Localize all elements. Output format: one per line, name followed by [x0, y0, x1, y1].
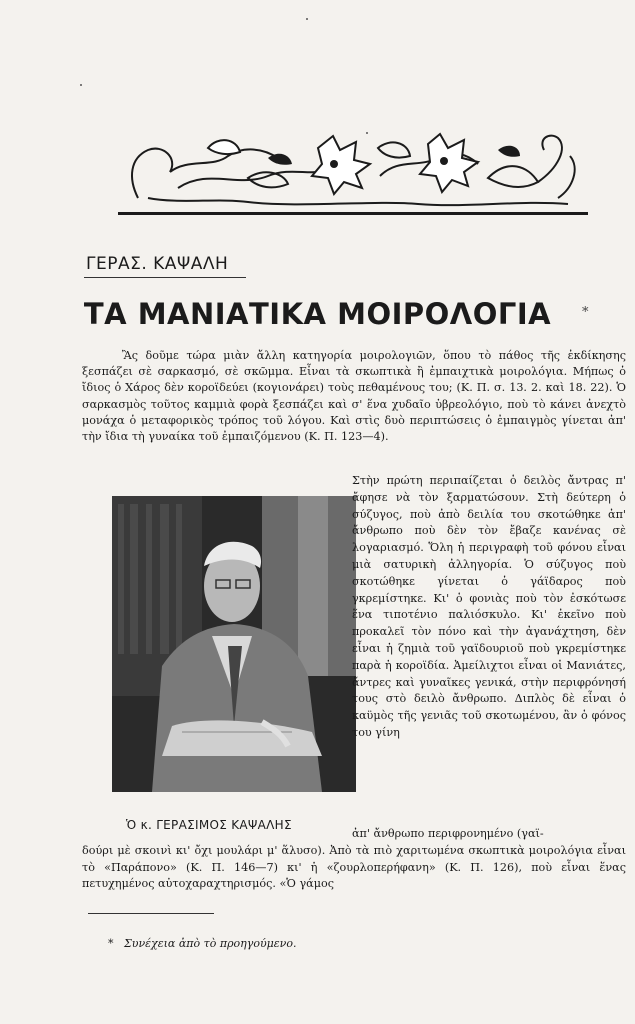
author-name: ΓΕΡΑΣ. ΚΑΨΑΛΗ: [86, 254, 229, 274]
footnote-text: Συνέχεια ἀπὸ τὸ προηγούμενο.: [124, 937, 297, 950]
right-column-tail: ἀπ' ἄνθρωπο περιφρονημένο (γαϊ-: [352, 827, 544, 840]
footnote-divider: [88, 913, 214, 914]
article-title: ΤΑ ΜΑΝΙΑΤΙΚΑ ΜΟΙΡΟΛΟΓΙΑ: [83, 297, 552, 331]
intro-text-block: [82, 348, 626, 445]
floral-ornament-banner: [118, 128, 588, 220]
author-underline: [84, 277, 246, 278]
photo-caption: Ὁ κ. ΓΕΡΑΣΙΜΟΣ ΚΑΨΑΛΗΣ: [126, 818, 292, 832]
paper-speck: [306, 18, 308, 20]
right-column-text: Στὴν πρώτη περιπαίζεται ὁ δειλὸς ἄντρας π' ἄφησε νὰ τὸν ξαρματώσουν. Στὴ δεύτερη ὁ σύζυγος, ποὺ ἀπὸ δειλία του σκοτώθηκε ἀπ' ἄνθρωπο ποὺ δὲν τὸν ἔβαζε κανένας σὲ λογαριασμό. Ὅλη ἡ περιγραφὴ τοῦ φόνου εἶναι μιὰ σατυρικὴ ἀλληγορία. Ὁ σύζυγος ποὺ σκοτώθηκε γίνεται ὁ γάϊδαρος ποὺ γκρεμίστηκε. Κι' ὁ φονιὰς ποὺ τὸν ἐσκότωσε ἕνα τιποτένιο παλιόσκυλο. Κι' ἐκεῖνο ποὺ προκαλεῖ τὸν πόνο καὶ τὴν ἀγανάχτηση, δὲν εἶναι ἡ ζημιὰ τοῦ γαϊδουριοῦ ποὺ γκρεμίστηκε παρὰ ἡ κοροϊδία. Ἀμείλιχτοι εἶναι οἱ Μανιάτες, ἄντρες καὶ γυναῖκες γενικά, στὴν περιφρόνησή τους στὸ δειλὸ ἄνθρωπο. Διπλὸς δὲ εἶναι ὁ καϋμὸς τῆς γενιᾶς τοῦ σκοτωμένου, ἂν ὁ φόνος του γίνη: [352, 474, 626, 739]
closing-paragraph: δούρι μὲ σκοινὶ κι' ὄχι μουλάρι μ' ἅλυσο). Ἀπὸ τὰ πιὸ χαριτωμένα σκωπτικὰ μοιρολόγια εἶναι τὸ «Παράπονο» (Κ. Π. 146—7) κι' ἡ «ζουρλοπερήφανη» (Κ. Π. 126), ποὺ εἶναι ἕνας πετυχημένος αὐτοχαραχτηρισμός. «Ὁ γάμος: [82, 844, 626, 890]
paper-speck: [366, 132, 368, 134]
title-footnote-mark: *: [582, 305, 589, 320]
author-portrait-photo: [112, 496, 356, 792]
footnote-mark: *: [108, 937, 114, 950]
intro-paragraph: Ἂς δοῦμε τώρα μιὰν ἄλλη κατηγορία μοιρολογιῶν, ὅπου τὸ πάθος τῆς ἐκδίκησης ξεσπάζει σὲ σαρκασμό, σὲ σκῶμμα. Εἶναι τὰ σκωπτικὰ ἢ ἐμπαιχτικὰ μοιρολόγια. Μήπως ὁ ἴδιος ὁ Χάρος δὲν κοροϊδεύει (κογιονάρει) τοὺς πεθαμένους του; (Κ. Π. σ. 13. 2. καὶ 18. 22). Ὁ σαρκασμὸς τοῦτος καμμιὰ φορὰ ξεσπάζει καὶ σ' ἕνα χυδαῖο ὑβρεολόγιο, ποὺ τὸ κάνει ἀνεχτὸ μονάχα ὁ μεταφορικὸς τρόπος τοῦ λόγου. Καὶ στὶς δυὸ περιπτώσεις ὁ ἐμπαιγμὸς γίνεται ἀπ' τὴν ἴδια τὴ γυναίκα τοῦ ἐμπαιζόμενου (Κ. Π. 123—4).: [82, 349, 626, 444]
paper-speck: [80, 84, 82, 86]
footnote: [108, 937, 297, 950]
